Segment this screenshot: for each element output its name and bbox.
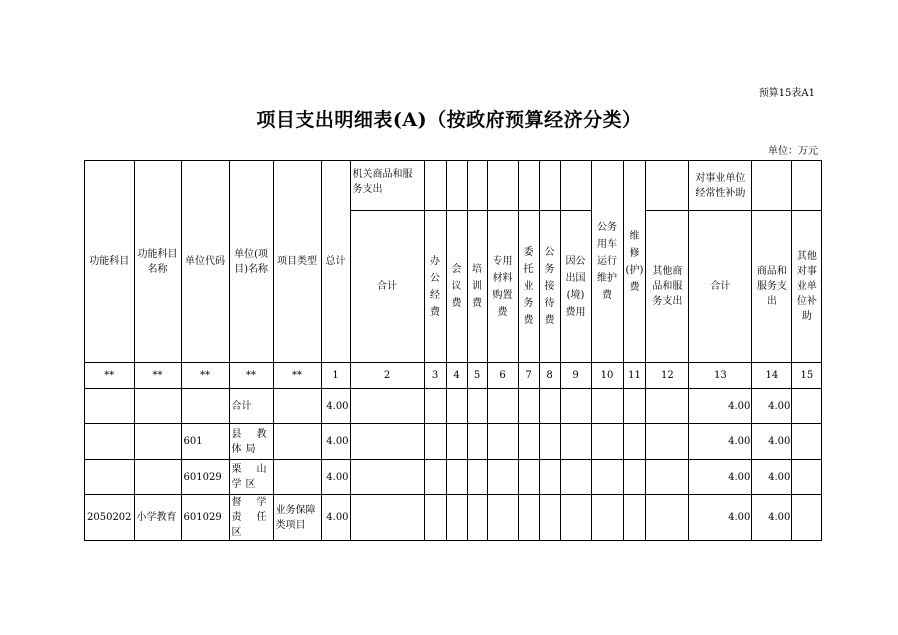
unit-label: 单位：万元 bbox=[768, 146, 818, 157]
index-cell: 14 bbox=[752, 363, 792, 389]
cell-func-name: 小学教育 bbox=[134, 495, 181, 541]
index-cell: 7 bbox=[518, 363, 539, 389]
header-unit-code: 单位代码 bbox=[181, 161, 229, 363]
cell-total: 4.00 bbox=[321, 389, 350, 424]
cell-total: 4.00 bbox=[321, 460, 350, 495]
header-subsidy-total: 合计 bbox=[689, 211, 752, 363]
header-group-subsidy: 对事业单位经常性补助 bbox=[689, 161, 752, 211]
table-row bbox=[85, 495, 822, 541]
index-cell: ** bbox=[181, 363, 229, 389]
index-cell: 3 bbox=[424, 363, 446, 389]
cell-func-name bbox=[134, 424, 181, 460]
cell-func-code bbox=[85, 460, 135, 495]
cell-unit-code: 601029 bbox=[181, 460, 229, 495]
header-blank bbox=[467, 161, 487, 211]
cell-unit-name: 栗山学区 bbox=[229, 460, 273, 495]
cell-func-name bbox=[134, 460, 181, 495]
header-other-goods: 其他商品和服务支出 bbox=[646, 211, 689, 363]
cell-subsidy-goods: 4.00 bbox=[752, 389, 792, 424]
header-meeting: 会议费 bbox=[446, 211, 467, 363]
cell-project-type bbox=[273, 389, 321, 424]
cell-unit-name: 督学责任区 bbox=[229, 495, 273, 541]
header-goods-total: 合计 bbox=[350, 211, 424, 363]
cell-unit-name: 县教体局 bbox=[229, 424, 273, 460]
page-title: 项目支出明细表(A)（按政府预算经济分类） bbox=[256, 109, 642, 131]
header-blank bbox=[560, 161, 591, 211]
header-entrusted: 委托业务费 bbox=[518, 211, 539, 363]
header-project-type: 项目类型 bbox=[273, 161, 321, 363]
cell-func-code bbox=[85, 424, 135, 460]
index-row bbox=[85, 363, 822, 389]
cell-unit-name: 合计 bbox=[229, 389, 273, 424]
header-row-1 bbox=[85, 161, 822, 211]
table-row bbox=[85, 460, 822, 495]
cell-unit-code: 601 bbox=[181, 424, 229, 460]
cell-func-code bbox=[85, 389, 135, 424]
header-blank bbox=[539, 161, 560, 211]
header-reception: 公务接待费 bbox=[539, 211, 560, 363]
header-blank bbox=[646, 161, 689, 211]
index-cell: 1 bbox=[321, 363, 350, 389]
header-training: 培训费 bbox=[467, 211, 487, 363]
header-blank bbox=[518, 161, 539, 211]
header-blank bbox=[752, 161, 792, 211]
header-subsidy-other: 其他对事业单位补助 bbox=[792, 211, 822, 363]
index-cell: ** bbox=[273, 363, 321, 389]
header-blank bbox=[424, 161, 446, 211]
header-abroad: 因公出国(境)费用 bbox=[560, 211, 591, 363]
cell-subsidy-total: 4.00 bbox=[689, 495, 752, 541]
cell-project-type bbox=[273, 424, 321, 460]
index-cell: ** bbox=[134, 363, 181, 389]
cell-subsidy-total: 4.00 bbox=[689, 460, 752, 495]
cell-subsidy-total: 4.00 bbox=[689, 424, 752, 460]
cell-subsidy-goods: 4.00 bbox=[752, 424, 792, 460]
cell-subsidy-goods: 4.00 bbox=[752, 495, 792, 541]
index-cell: 12 bbox=[646, 363, 689, 389]
index-cell: 11 bbox=[623, 363, 646, 389]
table-code: 预算15表A1 bbox=[758, 88, 815, 99]
header-blank bbox=[487, 161, 518, 211]
index-cell: ** bbox=[85, 363, 135, 389]
header-materials: 专用材料购置费 bbox=[487, 211, 518, 363]
index-cell: 8 bbox=[539, 363, 560, 389]
index-cell: 10 bbox=[591, 363, 623, 389]
header-func-name: 功能科目名称 bbox=[134, 161, 181, 363]
cell-project-type bbox=[273, 460, 321, 495]
index-cell: 2 bbox=[350, 363, 424, 389]
header-unit-name: 单位(项目)名称 bbox=[229, 161, 273, 363]
header-vehicle: 公务用车运行维护费 bbox=[591, 161, 623, 363]
header-blank bbox=[792, 161, 822, 211]
table-row bbox=[85, 424, 822, 460]
index-cell: 5 bbox=[467, 363, 487, 389]
project-expense-table bbox=[84, 160, 822, 541]
cell-total: 4.00 bbox=[321, 424, 350, 460]
index-cell: 6 bbox=[487, 363, 518, 389]
index-cell: 9 bbox=[560, 363, 591, 389]
cell-unit-code: 601029 bbox=[181, 495, 229, 541]
header-maintenance: 维修(护)费 bbox=[623, 161, 646, 363]
cell-func-name bbox=[134, 389, 181, 424]
index-cell: ** bbox=[229, 363, 273, 389]
cell-project-type: 业务保障类项目 bbox=[273, 495, 321, 541]
header-func-code: 功能科目 bbox=[85, 161, 135, 363]
table-row bbox=[85, 389, 822, 424]
cell-subsidy-goods: 4.00 bbox=[752, 460, 792, 495]
cell-total: 4.00 bbox=[321, 495, 350, 541]
cell-func-code: 2050202 bbox=[85, 495, 135, 541]
index-cell: 13 bbox=[689, 363, 752, 389]
index-cell: 4 bbox=[446, 363, 467, 389]
header-blank bbox=[446, 161, 467, 211]
header-group-goods: 机关商品和服务支出 bbox=[350, 161, 424, 211]
header-subsidy-goods: 商品和服务支出 bbox=[752, 211, 792, 363]
header-office: 办公经费 bbox=[424, 211, 446, 363]
index-cell: 15 bbox=[792, 363, 822, 389]
cell-subsidy-total: 4.00 bbox=[689, 389, 752, 424]
header-total: 总计 bbox=[321, 161, 350, 363]
cell-unit-code bbox=[181, 389, 229, 424]
